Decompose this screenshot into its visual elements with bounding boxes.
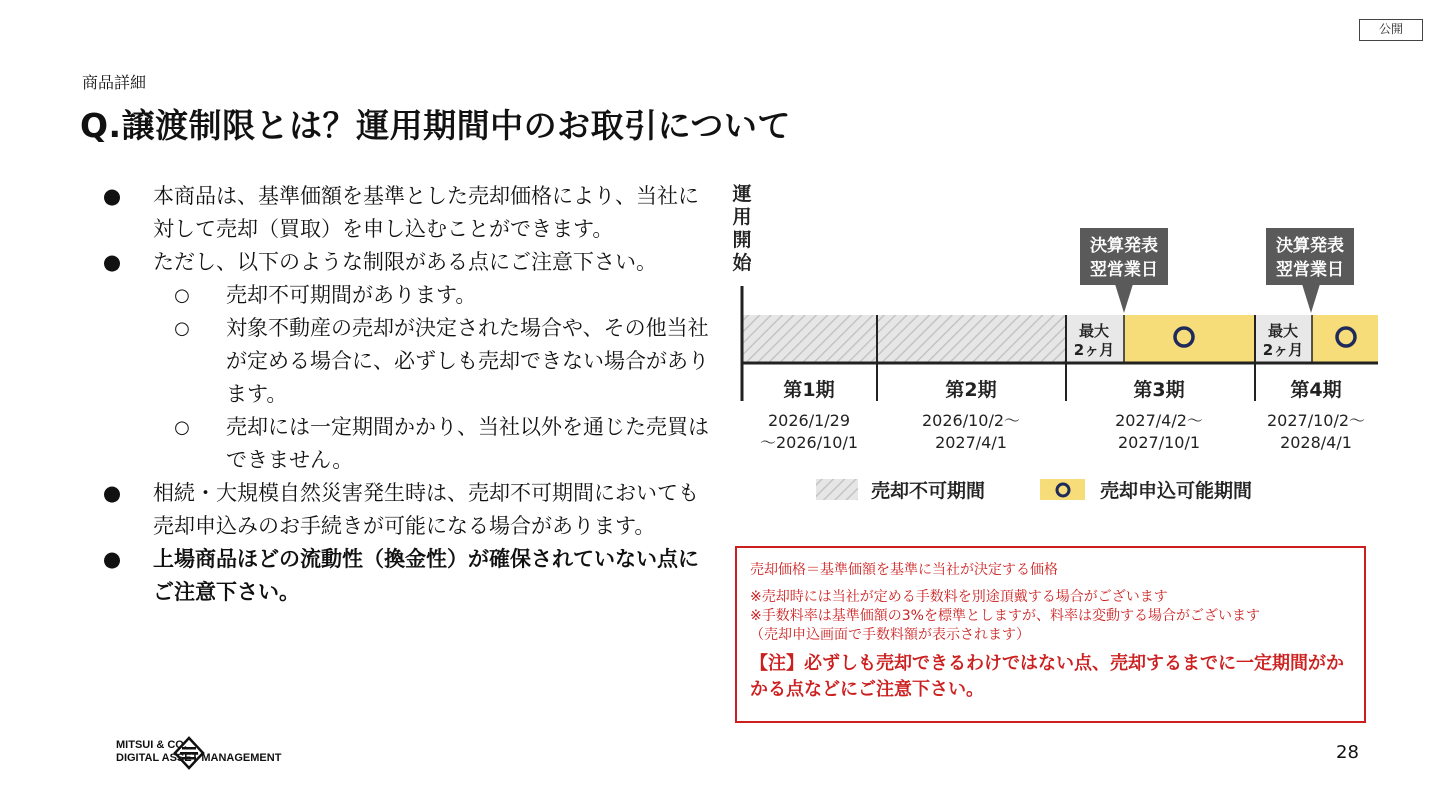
note-warning: 【注】必ずしも売却できるわけではない点、売却するまでに一定期間がかかる点などにご注意下さい。 (750, 653, 1344, 700)
page-title: Q.譲渡制限とは？運用期間中のお取引について (80, 106, 791, 145)
start-label-char: 始 (732, 252, 752, 274)
list-item (100, 312, 710, 411)
period-range-2a: 2026/10/2〜 (921, 411, 1021, 430)
notes-box (735, 546, 1366, 723)
timeline-diagram (728, 176, 1378, 516)
company-logo-text (116, 739, 281, 765)
unavailable-period-1 (742, 315, 877, 362)
bullet-text: 相続・大規模自然災害発生時は、売却不可期間においても売却申込みのお手続きが可能になる場合があります。 (153, 481, 699, 538)
note-line: （売却申込画面で手数料額が表示されます） (750, 627, 1030, 643)
period-name-4: 第4期 (1290, 379, 1342, 401)
legend-available-label: 売却申込可能期間 (1100, 480, 1253, 502)
bullet-text: 売却不可期間があります。 (226, 283, 477, 307)
page-number: 28 (1336, 742, 1359, 763)
bullet-text: 対象不動産の売却が決定された場合や、その他当社が定める場合に、必ずしも売却できない場合があります。 (226, 316, 709, 406)
logo-line2: DIGITAL ASSET MANAGEMENT (116, 752, 282, 764)
callout-line1: 決算発表 (1090, 236, 1158, 256)
logo-line1: MITSUI & CO. (116, 739, 187, 751)
list-item (100, 246, 710, 279)
period-range-1b: 〜2026/10/1 (759, 433, 859, 452)
list-item (100, 180, 710, 246)
available-period-3 (1124, 315, 1255, 362)
callout-settlement (1080, 228, 1168, 313)
callout-line1: 決算発表 (1276, 236, 1344, 256)
bullet-text: 上場商品ほどの流動性（換金性）が確保されていない点にご注意下さい。 (153, 547, 699, 604)
bullet-marker: ● (102, 547, 122, 571)
bullet-marker: ● (102, 481, 122, 505)
period-range-4b: 2028/4/1 (1280, 433, 1352, 452)
max-label-line2: 2ヶ月 (1073, 341, 1115, 359)
bullet-list (100, 180, 710, 609)
period-range-3a: 2027/4/2〜 (1115, 411, 1203, 430)
available-period-4 (1312, 315, 1378, 362)
bullet-marker: ● (102, 250, 122, 274)
period-range-3b: 2027/10/1 (1117, 433, 1201, 452)
legend-unavailable-swatch (816, 479, 858, 500)
bullet-marker: ● (102, 184, 122, 208)
bullet-text: 売却には一定期間かかり、当社以外を通じた売買はできません。 (226, 415, 709, 472)
period-range-2b: 2027/4/1 (935, 433, 1007, 452)
public-badge: 公開 (1359, 19, 1423, 41)
max-label-line2: 2ヶ月 (1262, 341, 1304, 359)
legend-unavailable-label: 売却不可期間 (871, 480, 986, 502)
period-range-4a: 2027/10/2〜 (1266, 411, 1366, 430)
max-label-line1: 最大 (1078, 322, 1110, 340)
period-range-1a: 2026/1/29 (767, 411, 851, 430)
list-item (100, 477, 710, 543)
callout-line2: 翌営業日 (1090, 260, 1158, 280)
sub-bullet-marker: ○ (174, 318, 190, 339)
period-name-2: 第2期 (945, 379, 997, 401)
list-item (100, 279, 710, 312)
bullet-text: 本商品は、基準価額を基準とした売却価格により、当社に対して売却（買取）を申し込むことができます。 (153, 184, 699, 241)
list-item (100, 543, 710, 609)
sub-bullet-marker: ○ (174, 285, 190, 306)
period-name-1: 第1期 (783, 379, 835, 401)
note-price-definition: 売却価格＝基準価額を基準に当社が決定する価格 (750, 562, 1058, 578)
start-label-char: 用 (732, 206, 752, 228)
start-label-char: 開 (732, 229, 752, 251)
period-name-3: 第3期 (1133, 379, 1185, 401)
note-line: ※手数料率は基準価額の3%を標準としますが、料率は変動する場合がございます (750, 608, 1260, 624)
max-label-line1: 最大 (1267, 322, 1299, 340)
note-line: ※売却時には当社が定める手数料を別途頂戴する場合がございます (750, 589, 1168, 605)
bullet-text: ただし、以下のような制限がある点にご注意下さい。 (153, 250, 657, 274)
sub-bullet-marker: ○ (174, 417, 190, 438)
unavailable-period-2 (877, 315, 1066, 362)
callout-settlement (1266, 228, 1354, 313)
category-label: 商品詳細 (82, 73, 147, 92)
list-item (100, 411, 710, 477)
start-label-char: 運 (732, 183, 752, 205)
callout-line2: 翌営業日 (1276, 260, 1344, 280)
